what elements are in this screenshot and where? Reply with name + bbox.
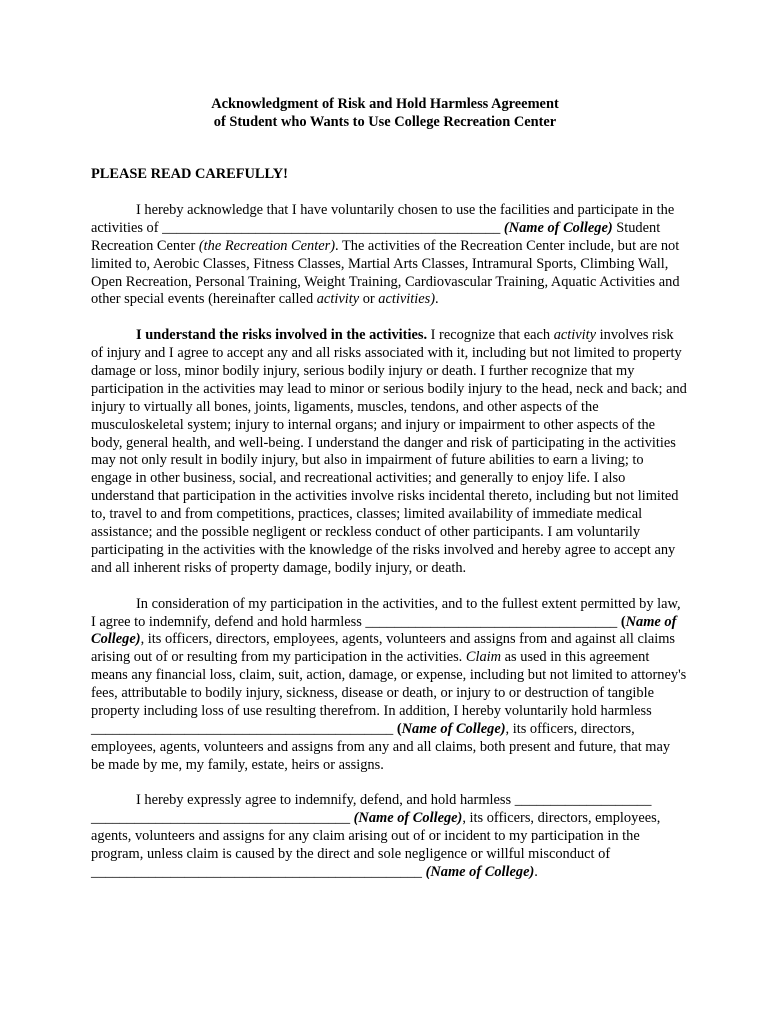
p3-text-1: In consideration of my participation in the activities, and to the fullest extent permitted by law, I agree to indemnify, defend and hold harmless ___________________________________ (91, 595, 681, 630)
p3-text-3: as used in this agreement means any financial loss, claim, suit, action, damage, or expense, including but not limited to attorney's fees, attributable to bodily injury, sickness, disease or death, or injury to or destruction of tangible property including loss of use resulting therefrom. In addition, I hereby voluntarily hold harmless __________________________________________ (91, 649, 687, 737)
title-line-1: Acknowledgment of Risk and Hold Harmless Agreement (211, 96, 559, 112)
p3-text-4: , its officers, directors, employees, agents, volunteers and assigns from any and all claims, both present and future, that may be made by me, my family, estate, heirs or assigns. (91, 720, 671, 773)
activity-term: activity (553, 327, 597, 344)
document-body (91, 166, 687, 900)
p4-text-2: , its officers, directors, employees, agents, volunteers and assigns for any claim arising out of or incident to my participation in the program, unless claim is caused by the direct and sole negligence or willful misconduct of ______________________________________________ (91, 810, 661, 881)
college-name-placeholder: Name of College) (91, 613, 677, 648)
college-name-placeholder: (Name of College) (503, 219, 613, 236)
p2-text-1: I recognize that each (427, 327, 554, 344)
p3-paren-2: ( (396, 720, 402, 737)
p3-text-2: , its officers, directors, employees, agents, volunteers and assigns from and against all claims arising out of or resulting from my participation in the activities. (91, 631, 676, 666)
p4-text-1: I hereby expressly agree to indemnify, defend, and hold harmless ___________________ ____________________________________ (91, 792, 652, 827)
p3-paren-1: ( (620, 613, 626, 630)
p1-text-or: or (359, 291, 379, 308)
p1-text-end: . (435, 291, 439, 308)
paragraph-risks (91, 327, 687, 578)
p1-text-2: Student Recreation Center (91, 219, 661, 254)
college-name-placeholder: (Name of College) (353, 810, 463, 827)
p4-text-end: . (534, 864, 538, 881)
p1-text-3: . The activities of the Recreation Center include, but are not limited to, Aerobic Classes, Fitness Classes, Martial Arts Classes, Intramural Sports, Climbing Wall, Open Recreation, Personal Training, Weight Training, Cardiovascular Training, Aquatic Activities and other special events (hereinafter called (91, 237, 680, 308)
college-name-placeholder: Name of College) (401, 720, 506, 737)
paragraph-indemnify (91, 596, 687, 775)
title-line-2: of Student who Wants to Use College Recreation Center (213, 114, 557, 130)
college-name-placeholder: (Name of College) (425, 864, 535, 881)
risks-lead-heading: I understand the risks involved in the activities. (136, 327, 428, 344)
paragraph-acknowledgment (91, 202, 687, 309)
p2-text-2: involves risk of injury and I agree to accept any and all risks associated with it, including but not limited to property damage or loss, minor bodily injury, serious bodily injury or death. I further recognize that my participation in the activities may lead to minor or serious bodily injury to the head, neck and back; and injury to virtually all bones, joints, ligaments, muscles, tendons, and other aspects of the musculoskeletal system; injury to internal organs; and injury or impairment to other aspects of the body, general health, and well-being. I understand the danger and risk of participating in the activities may not only result in bodily injury, but also in impairment of future abilities to earn a living; to engage in other business, social, and recreational activities; and generally to enjoy life. I also understand that participation in the activities involve risks incidental thereto, including but not limited to, travel to and from competitions, practices, classes; limited availability of immediate medical assistance; and the possible negligent or reckless conduct of other participants. I am voluntarily participating in the activities with the knowledge of the risks involved and hereby agree to accept any and all inherent risks of property damage, bodily injury, or death. (91, 327, 687, 576)
claim-term: Claim (465, 649, 502, 666)
recreation-center-term: (the Recreation Center) (198, 237, 336, 254)
document-title (0, 95, 770, 131)
activity-term: activity (316, 291, 360, 308)
read-carefully-heading: PLEASE READ CAREFULLY! (91, 166, 288, 182)
activities-term: activities) (378, 291, 436, 308)
paragraph-express-agreement (91, 792, 687, 882)
p1-text-1: I hereby acknowledge that I have voluntarily chosen to use the facilities and participate in the activities of _______________________________________________ (91, 201, 675, 236)
